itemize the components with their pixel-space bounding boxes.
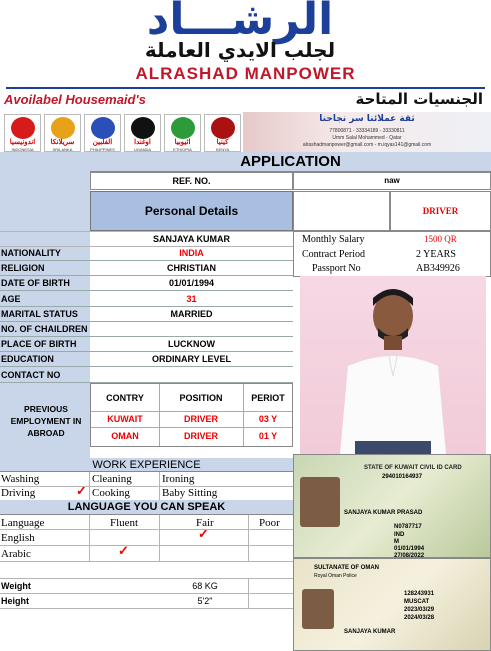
grid-line — [0, 545, 293, 546]
emp-row1-position: DRIVER — [183, 414, 218, 424]
salary-value: 1500 QR — [424, 234, 457, 244]
flag-kenya — [204, 114, 241, 152]
kuwait-expiry: 27/08/2022 — [394, 553, 425, 558]
flag-emblem-icon — [91, 117, 115, 139]
oman-subtitle: Royal Oman Police — [314, 573, 357, 579]
language-title: LANGUAGE YOU CAN SPEAK — [0, 500, 293, 515]
flag-srilanka — [44, 114, 81, 152]
flag-uganda — [124, 114, 161, 152]
field-label: DATE OF BIRTH — [1, 278, 70, 289]
skill-driving-checkmark: ✓ — [76, 483, 87, 498]
available-arabic: الجنسيات المتاحة — [355, 90, 483, 108]
field-label: NO. OF CHAILDREN — [1, 324, 88, 334]
banner-phones: 77800871 - 33334189 - 33330811 — [329, 128, 405, 134]
field-value: INDIA — [179, 248, 204, 258]
contact-banner — [243, 112, 491, 152]
passport-value: AB349926 — [416, 263, 460, 274]
emp-row1-country: KUWAIT — [107, 414, 143, 424]
lang-header-fair: Fair — [196, 517, 214, 529]
flag-arabic-label: سريلانكا — [50, 139, 75, 146]
flag-arabic-label: كينيا — [216, 139, 229, 146]
field-label: EDUCATION — [1, 354, 54, 365]
grid-line — [0, 561, 293, 562]
flag-emblem-icon — [11, 117, 35, 139]
flag-philippines — [84, 114, 121, 152]
salary-label: Monthly Salary — [302, 234, 365, 245]
header-divider — [6, 87, 485, 89]
banner-email: alrashadmanpower@gmail.com - m.iqyas141@gmail.com — [302, 142, 432, 148]
flag-arabic-label: اثيوبيا — [174, 139, 191, 146]
kuwait-card-title: STATE OF KUWAIT CIVIL ID CARD — [364, 465, 462, 471]
lang-arabic: Arabic — [1, 548, 31, 560]
kuwait-birth-date: 01/01/1994 — [394, 546, 425, 552]
field-value: 31 — [186, 293, 197, 304]
grid-line — [0, 231, 293, 232]
salary-block — [293, 231, 491, 277]
person-illustration — [300, 276, 486, 454]
field-label: AGE — [1, 293, 21, 304]
field-row — [0, 276, 293, 291]
field-row — [0, 368, 293, 383]
emp-row2-position: DRIVER — [183, 431, 218, 441]
emp-row2-period: 01 Y — [258, 431, 278, 441]
field-row — [0, 261, 293, 276]
banner-location: Umm Salal Mohammed - Qatar — [332, 135, 402, 141]
grid-line — [0, 608, 293, 609]
flag-ethiopia — [164, 114, 201, 152]
field-value: CHRISTIAN — [167, 263, 216, 274]
flag-country-label: ETHIOPIA — [173, 147, 192, 152]
height-value: 5'2" — [197, 596, 213, 606]
kuwait-nationality: IND — [394, 532, 405, 538]
oman-licence-no: 128243931 — [404, 591, 435, 597]
field-row — [0, 246, 293, 261]
grid-line — [248, 515, 249, 562]
emp-row1-period: 03 Y — [258, 414, 278, 424]
field-value: 01/01/1994 — [168, 278, 215, 289]
passport-label: Passport No — [312, 263, 361, 274]
field-value: MARRIED — [170, 308, 213, 319]
field-row — [0, 352, 293, 367]
field-row — [0, 307, 293, 322]
emp-header-position: POSITION — [179, 393, 223, 403]
logo-header — [0, 0, 491, 112]
field-row — [0, 322, 293, 337]
skill-ironing: Ironing — [162, 473, 195, 485]
oman-licence-card — [293, 558, 491, 651]
logo-subtitle: لجلب الايدي العاملة — [144, 38, 336, 62]
contract-label: Contract Period — [302, 249, 366, 260]
field-label: MARITAL STATUS — [1, 308, 78, 319]
applicant-name: SANJAYA KUMAR — [152, 234, 231, 244]
grid-line — [89, 515, 90, 562]
emp-header-country: CONTRY — [106, 393, 144, 403]
flag-arabic-label: اوغندا — [134, 139, 151, 146]
field-row — [0, 337, 293, 352]
skill-cleaning: Cleaning — [92, 473, 132, 485]
position-blank-cell — [293, 191, 390, 231]
ref-label: REF. NO. — [172, 176, 211, 186]
emp-hline — [91, 427, 292, 428]
emp-hline — [91, 411, 292, 412]
lang-header-fluent: Fluent — [110, 517, 139, 529]
skill-driving: Driving — [1, 487, 36, 499]
flag-arabic-label: اندونيسيا — [9, 139, 36, 146]
flag-indonesia — [4, 114, 41, 152]
flag-country-label: PHILIPPINES — [90, 147, 115, 152]
weight-value: 68 KG — [192, 581, 218, 591]
lang-header-language: Language — [1, 517, 45, 529]
personal-details-heading: Personal Details — [144, 204, 239, 218]
flag-country-label: SRILANKA — [52, 147, 73, 152]
lang-english-fair-checkmark: ✓ — [198, 526, 209, 541]
kuwait-name: SANJAYA KUMAR PRASAD — [344, 510, 423, 516]
oman-name: SANJAYA KUMAR — [344, 629, 396, 635]
flag-emblem-icon — [171, 117, 195, 139]
oman-expiry: 2024/03/28 — [404, 615, 435, 621]
weight-label: Weight — [1, 581, 31, 591]
field-label: NATIONALITY — [1, 248, 61, 258]
skill-washing: Washing — [1, 473, 40, 485]
employment-label: PREVIOUS EMPLOYMENT IN ABROAD — [10, 404, 82, 438]
language-section — [0, 500, 293, 570]
company-name: ALRASHAD MANPOWER — [135, 64, 356, 83]
position-applied: DRIVER — [422, 206, 459, 216]
contract-value: 2 YEARS — [416, 249, 456, 260]
skill-cooking: Cooking — [92, 487, 130, 499]
kuwait-id-card — [293, 454, 491, 558]
employment-table — [90, 383, 293, 447]
lang-english: English — [1, 532, 35, 544]
grid-line — [0, 529, 293, 530]
flag-emblem-icon — [211, 117, 235, 139]
flag-country-label: INDONESIA — [11, 147, 34, 152]
field-row — [0, 292, 293, 307]
field-label: RELIGION — [1, 263, 45, 274]
grid-line — [159, 472, 160, 500]
field-label: PLACE OF BIRTH — [1, 339, 77, 350]
flag-country-label: UGANDA — [133, 147, 152, 152]
work-experience-title: WORK EXPERIENCE — [0, 458, 293, 472]
emp-row2-country: OMAN — [111, 431, 139, 441]
application-title: APPLICATION — [240, 153, 341, 170]
banner-arabic: ثقة عملائنا سر نجاحنا — [319, 114, 415, 124]
lang-arabic-fluent-checkmark: ✓ — [118, 543, 129, 558]
flag-arabic-label: الفلبين — [92, 139, 113, 146]
available-label: Avoilabel Housemaid's — [4, 92, 146, 107]
grid-line — [0, 486, 293, 487]
grid-line — [159, 515, 160, 562]
field-value: ORDINARY LEVEL — [151, 354, 231, 365]
flag-country-label: KENYA — [215, 147, 230, 152]
emp-header-period: PERIOT — [251, 393, 285, 403]
grid-line — [248, 579, 249, 609]
oman-photo — [302, 589, 334, 629]
lang-header-poor: Poor — [259, 517, 280, 529]
ref-value: naw — [384, 176, 400, 185]
applicant-photo — [300, 276, 486, 454]
grid-line — [0, 593, 293, 594]
height-label: Height — [1, 596, 29, 606]
logo-arabic: الرشـــاد — [146, 0, 334, 45]
flag-emblem-icon — [131, 117, 155, 139]
work-experience-section — [0, 458, 293, 500]
skill-baby-sitting: Baby Sitting — [162, 487, 218, 499]
field-label: CONTACT NO — [1, 369, 61, 380]
measurements — [0, 578, 293, 608]
grid-line — [89, 472, 90, 500]
kuwait-photo — [300, 477, 340, 527]
oman-title: SULTANATE OF OMAN — [314, 565, 379, 571]
oman-first-issued: 2023/03/29 — [404, 607, 435, 613]
flag-emblem-icon — [51, 117, 75, 139]
kuwait-passport: N0787717 — [394, 524, 422, 530]
field-value: LUCKNOW — [168, 339, 215, 350]
kuwait-civil-id: 294010164937 — [382, 474, 423, 480]
kuwait-sex: M — [394, 539, 399, 545]
oman-issue-at: MUSCAT — [404, 599, 430, 605]
